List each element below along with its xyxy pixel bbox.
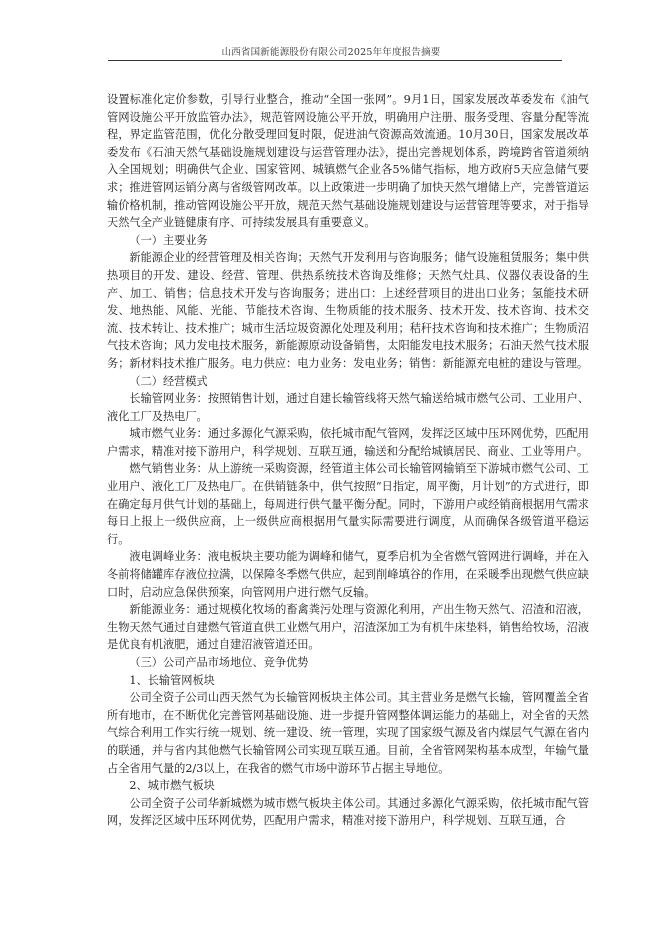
document-body <box>107 91 589 830</box>
section-heading-main-business: （一）主要业务 <box>129 233 208 247</box>
main-business-paragraph: 新能源企业的经营管理及相关咨询；天然气开发利用与咨询服务；储气设施租赁服务；集中供热项目的开发、建设、经营、管理、供热系统技术咨询及维修；天然气灶具、仪器仪表设备的生产、加工、销售；信息技术开发与咨询服务；进出口：上述经营项目的进出口业务；氢能技术研发、地热能、风能、光能、节能技术咨询、生物质能的技术服务、技术开发、技术咨询、技术交流、技术转让、技术推广；城市生活垃圾资源化处理及利用；秸秆技术咨询和技术推广；生物质沼气技术咨询；风力发电技术服务，新能源原动设备销售，太阳能发电技术服务；石油天然气技术服务；新材料技术推广服务。电力供应：电力业务：发电业务；销售：新能源充电桩的建设与管理。 <box>107 251 589 370</box>
section-heading-business-model: （二）经营模式 <box>129 374 208 388</box>
city-gas-business-paragraph: 城市燃气业务：通过多源化气源采购，依托城市配气管网，发挥泛区域中压环网优势，匹配用户需求，精准对接下游用户，科学规划、互联互通，输送和分配给城镇居民、商业、工业等用户。 <box>107 427 589 458</box>
lng-peak-shaving-paragraph: 液电调峰业务：液电板块主要功能为调峰和储气，夏季启机为全省燃气管网进行调峰，并在入冬前将储罐库存液位拉满，以保障冬季燃气供应，起到削峰填谷的作用，在采暖季出现燃气供应缺口时，启动应急保供预案，向管网用户进行燃气反输。 <box>107 550 589 599</box>
long-pipeline-position-paragraph: 公司全资子公司山西天然气为长输管网板块主体公司。其主营业务是燃气长输，管网覆盖全省所有地市，在不断优化完善管网基础设施、进一步提升管网整体调运能力的基础上，对全省的天然气综合利用工作实行统一规划、统一建设、统一管理，实现了国家级气源及省内煤层气气源在省内的联通，并与省内其他燃气长输管网公司实现互联互通。目前，全省管网架构基本成型，年输气量占全省用气量的2/3以上，在我省的燃气市场中游环节占据主导地位。 <box>107 691 589 775</box>
page-header-title: 山西省国新能源股份有限公司2025年年度报告摘要 <box>221 47 441 58</box>
subsection-heading-long-pipeline: 1、长输管网板块 <box>129 673 215 687</box>
section-heading-market-position: （三）公司产品市场地位、竞争优势 <box>129 656 309 669</box>
gas-sales-business-paragraph: 燃气销售业务：从上游统一采购资源，经管道主体公司长输管网输销至下游城市燃气公司、工业用户、液化工厂及热电厂。在供销链条中，供气按照“日指定，周平衡，月计划”的方式进行，即在确定每月供气计划的基础上，每周进行供气量平衡分配。同时，下游用户或经销商根据用气需求每日上报上一级供应商，上一级供应商根据用气量实际需要进行调度，从而确保各级管道平稳运行。 <box>107 462 589 546</box>
city-gas-position-paragraph: 公司全资子公司华新城燃为城市燃气板块主体公司。其通过多源化气源采购，依托城市配气管网，发挥泛区域中压环网优势，匹配用户需求，精准对接下游用户，科学规划、互联互通，合 <box>107 796 589 828</box>
long-pipeline-business-paragraph: 长输管网业务：按照销售计划，通过自建长输管线将天然气输送给城市燃气公司、工业用户、液化工厂及热电厂。 <box>107 392 589 423</box>
new-energy-business-paragraph: 新能源业务：通过规模化牧场的畜禽粪污处理与资源化利用，产出生物天然气、沼渣和沼液，生物天然气通过自建燃气管道直供工业燃气用户，沼渣深加工为有机牛床垫料，销售给牧场，沼液是优良有机液肥，通过自建沼液管道还田。 <box>107 603 589 652</box>
subsection-heading-city-gas: 2、城市燃气板块 <box>129 779 215 793</box>
header-divider <box>108 60 562 61</box>
policy-paragraph: 设置标准化定价参数，引导行业整合，推动“全国一张网”。9月1日，国家发展改革委发布《油气管网设施公平开放监管办法》，规范管网设施公平开放，明确用户注册、服务受理、容量分配等流程，界定监管范围，优化分散受理回复时限，促进油气资源高效流通。10月30日，国家发展改革委发布《石油天然气基础设施规划建设与运营管理办法》，提出完善规划体系，跨境跨省管道须纳入全国规划；明确供气企业、国家管网、城镇燃气企业各5%储气指标，地方政府5天应急储气要求；推进管网运销分离与省级管网改革。以上政策进一步明确了加快天然气增储上产，完善管道运输价格机制，推动管网设施公平开放，规范天然气基础设施规划建设与运营管理等要求，对于指导天然气全产业链健康有序、可持续发展具有重要意义。 <box>107 93 589 230</box>
